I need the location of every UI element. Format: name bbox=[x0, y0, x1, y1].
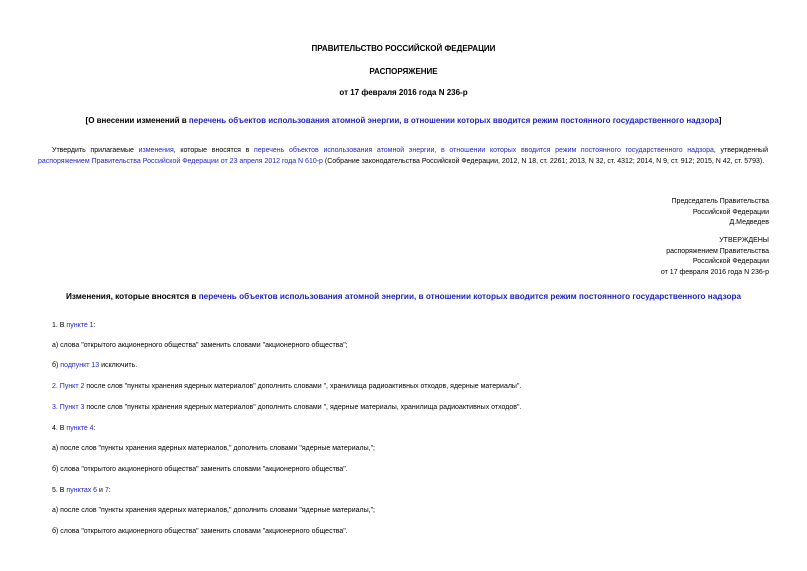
item-1-prefix: 1. В bbox=[52, 322, 67, 329]
changes-title-link[interactable]: перечень объектов использования атомной энергии, в отношении которых вводится режим постоянного государственного надзора bbox=[198, 292, 741, 301]
signature-line-2: Российской Федерации bbox=[692, 208, 769, 216]
para-text-3: , утвержденный bbox=[713, 147, 768, 154]
item-2-link[interactable]: 2. Пункт 2 bbox=[52, 383, 85, 390]
signature-line-3: Д.Медведев bbox=[729, 219, 769, 226]
changes-title-prefix: Изменения, которые вносятся в bbox=[66, 292, 199, 301]
item-5-link-1[interactable]: пунктах 6 bbox=[66, 487, 98, 494]
item-3-link[interactable]: 3. Пункт 3 bbox=[52, 404, 85, 411]
title-link[interactable]: перечень объектов использования атомной энергии, в отношении которых вводится режим постоянного государственного надзора bbox=[188, 116, 719, 125]
item-4-link[interactable]: пункте 4 bbox=[66, 425, 94, 432]
item-4-prefix: 4. В bbox=[52, 425, 67, 432]
item-4-suffix: : bbox=[93, 425, 96, 432]
item-5-prefix: 5. В bbox=[52, 487, 67, 494]
item-4a: а) после слов "пункты хранения ядерных материалов," дополнить словами "ядерные материалы,"; bbox=[52, 445, 375, 452]
item-5a: а) после слов "пункты хранения ядерных материалов," дополнить словами "ядерные материалы,"; bbox=[52, 507, 375, 514]
item-1-link[interactable]: пункте 1 bbox=[66, 322, 94, 329]
approved-line-3: Российской Федерации bbox=[692, 258, 769, 265]
item-5 bbox=[52, 487, 111, 494]
document-date-number: от 17 февраля 2016 года N 236-р bbox=[339, 88, 468, 97]
para-text-1: Утвердить прилагаемые bbox=[52, 147, 139, 154]
item-1b-link[interactable]: подпункт 13 bbox=[60, 362, 100, 369]
item-4b: б) слова "открытого акционерного общества" заменить словами "акционерного общества". bbox=[52, 466, 348, 473]
item-4 bbox=[52, 425, 96, 432]
item-5-mid: и bbox=[97, 487, 105, 494]
approved-line-1: УТВЕРЖДЕНЫ bbox=[719, 237, 769, 244]
item-1-suffix: : bbox=[93, 322, 96, 329]
item-1b-prefix: б) bbox=[52, 362, 61, 369]
item-1a: а) слова "открытого акционерного общества" заменить словами "акционерного общества"; bbox=[52, 342, 348, 349]
changes-title bbox=[0, 292, 807, 301]
item-1 bbox=[52, 322, 96, 329]
order-link[interactable]: распоряжением Правительства Российской Федерации от 23 апреля 2012 года N 610-р bbox=[38, 158, 323, 165]
item-1b-suffix: исключить. bbox=[99, 362, 138, 369]
item-2-text: после слов "пункты хранения ядерных материалов" дополнить словами ", хранилища радиоактивных отходов, ядерные материалы". bbox=[84, 383, 522, 390]
changes-link[interactable]: изменения bbox=[138, 147, 174, 154]
approved-line-4: от 17 февраля 2016 года N 236-р bbox=[660, 268, 769, 276]
list-link[interactable]: перечень объектов использования атомной энергии, в отношении которых вводится режим постоянного государственного надзора bbox=[254, 147, 714, 154]
item-2 bbox=[52, 383, 521, 390]
title-suffix: ] bbox=[718, 116, 722, 125]
main-paragraph bbox=[38, 145, 768, 167]
item-1b bbox=[52, 362, 137, 369]
signature-block bbox=[672, 197, 769, 229]
signature-line-1: Председатель Правительства bbox=[671, 198, 769, 205]
para-text-2: , которые вносятся в bbox=[173, 147, 254, 154]
para-text-4: (Собрание законодательства Российской Федерации, 2012, N 18, ст. 2261; 2013, N 32, ст. 4312; 2014, N 9, ст. 912; 2015, N 42, ст. 5793). bbox=[322, 158, 765, 165]
approved-block bbox=[661, 236, 769, 278]
title-prefix: [О внесении изменений в bbox=[85, 116, 189, 125]
document-title bbox=[0, 116, 807, 125]
government-heading: ПРАВИТЕЛЬСТВО РОССИЙСКОЙ ФЕДЕРАЦИИ bbox=[311, 44, 496, 53]
item-3-text: после слов "пункты хранения ядерных материалов" дополнить словами ", ядерные материалы, хранилища радиоактивных отходов". bbox=[84, 404, 522, 411]
document-type: РАСПОРЯЖЕНИЕ bbox=[369, 67, 438, 76]
item-3 bbox=[52, 404, 521, 411]
approved-line-2: распоряжением Правительства bbox=[666, 247, 769, 255]
item-5-suffix: : bbox=[108, 487, 111, 494]
item-5-link-2[interactable]: 7 bbox=[104, 487, 109, 494]
item-5b: б) слова "открытого акционерного общества" заменить словами "акционерного общества". bbox=[52, 528, 348, 535]
